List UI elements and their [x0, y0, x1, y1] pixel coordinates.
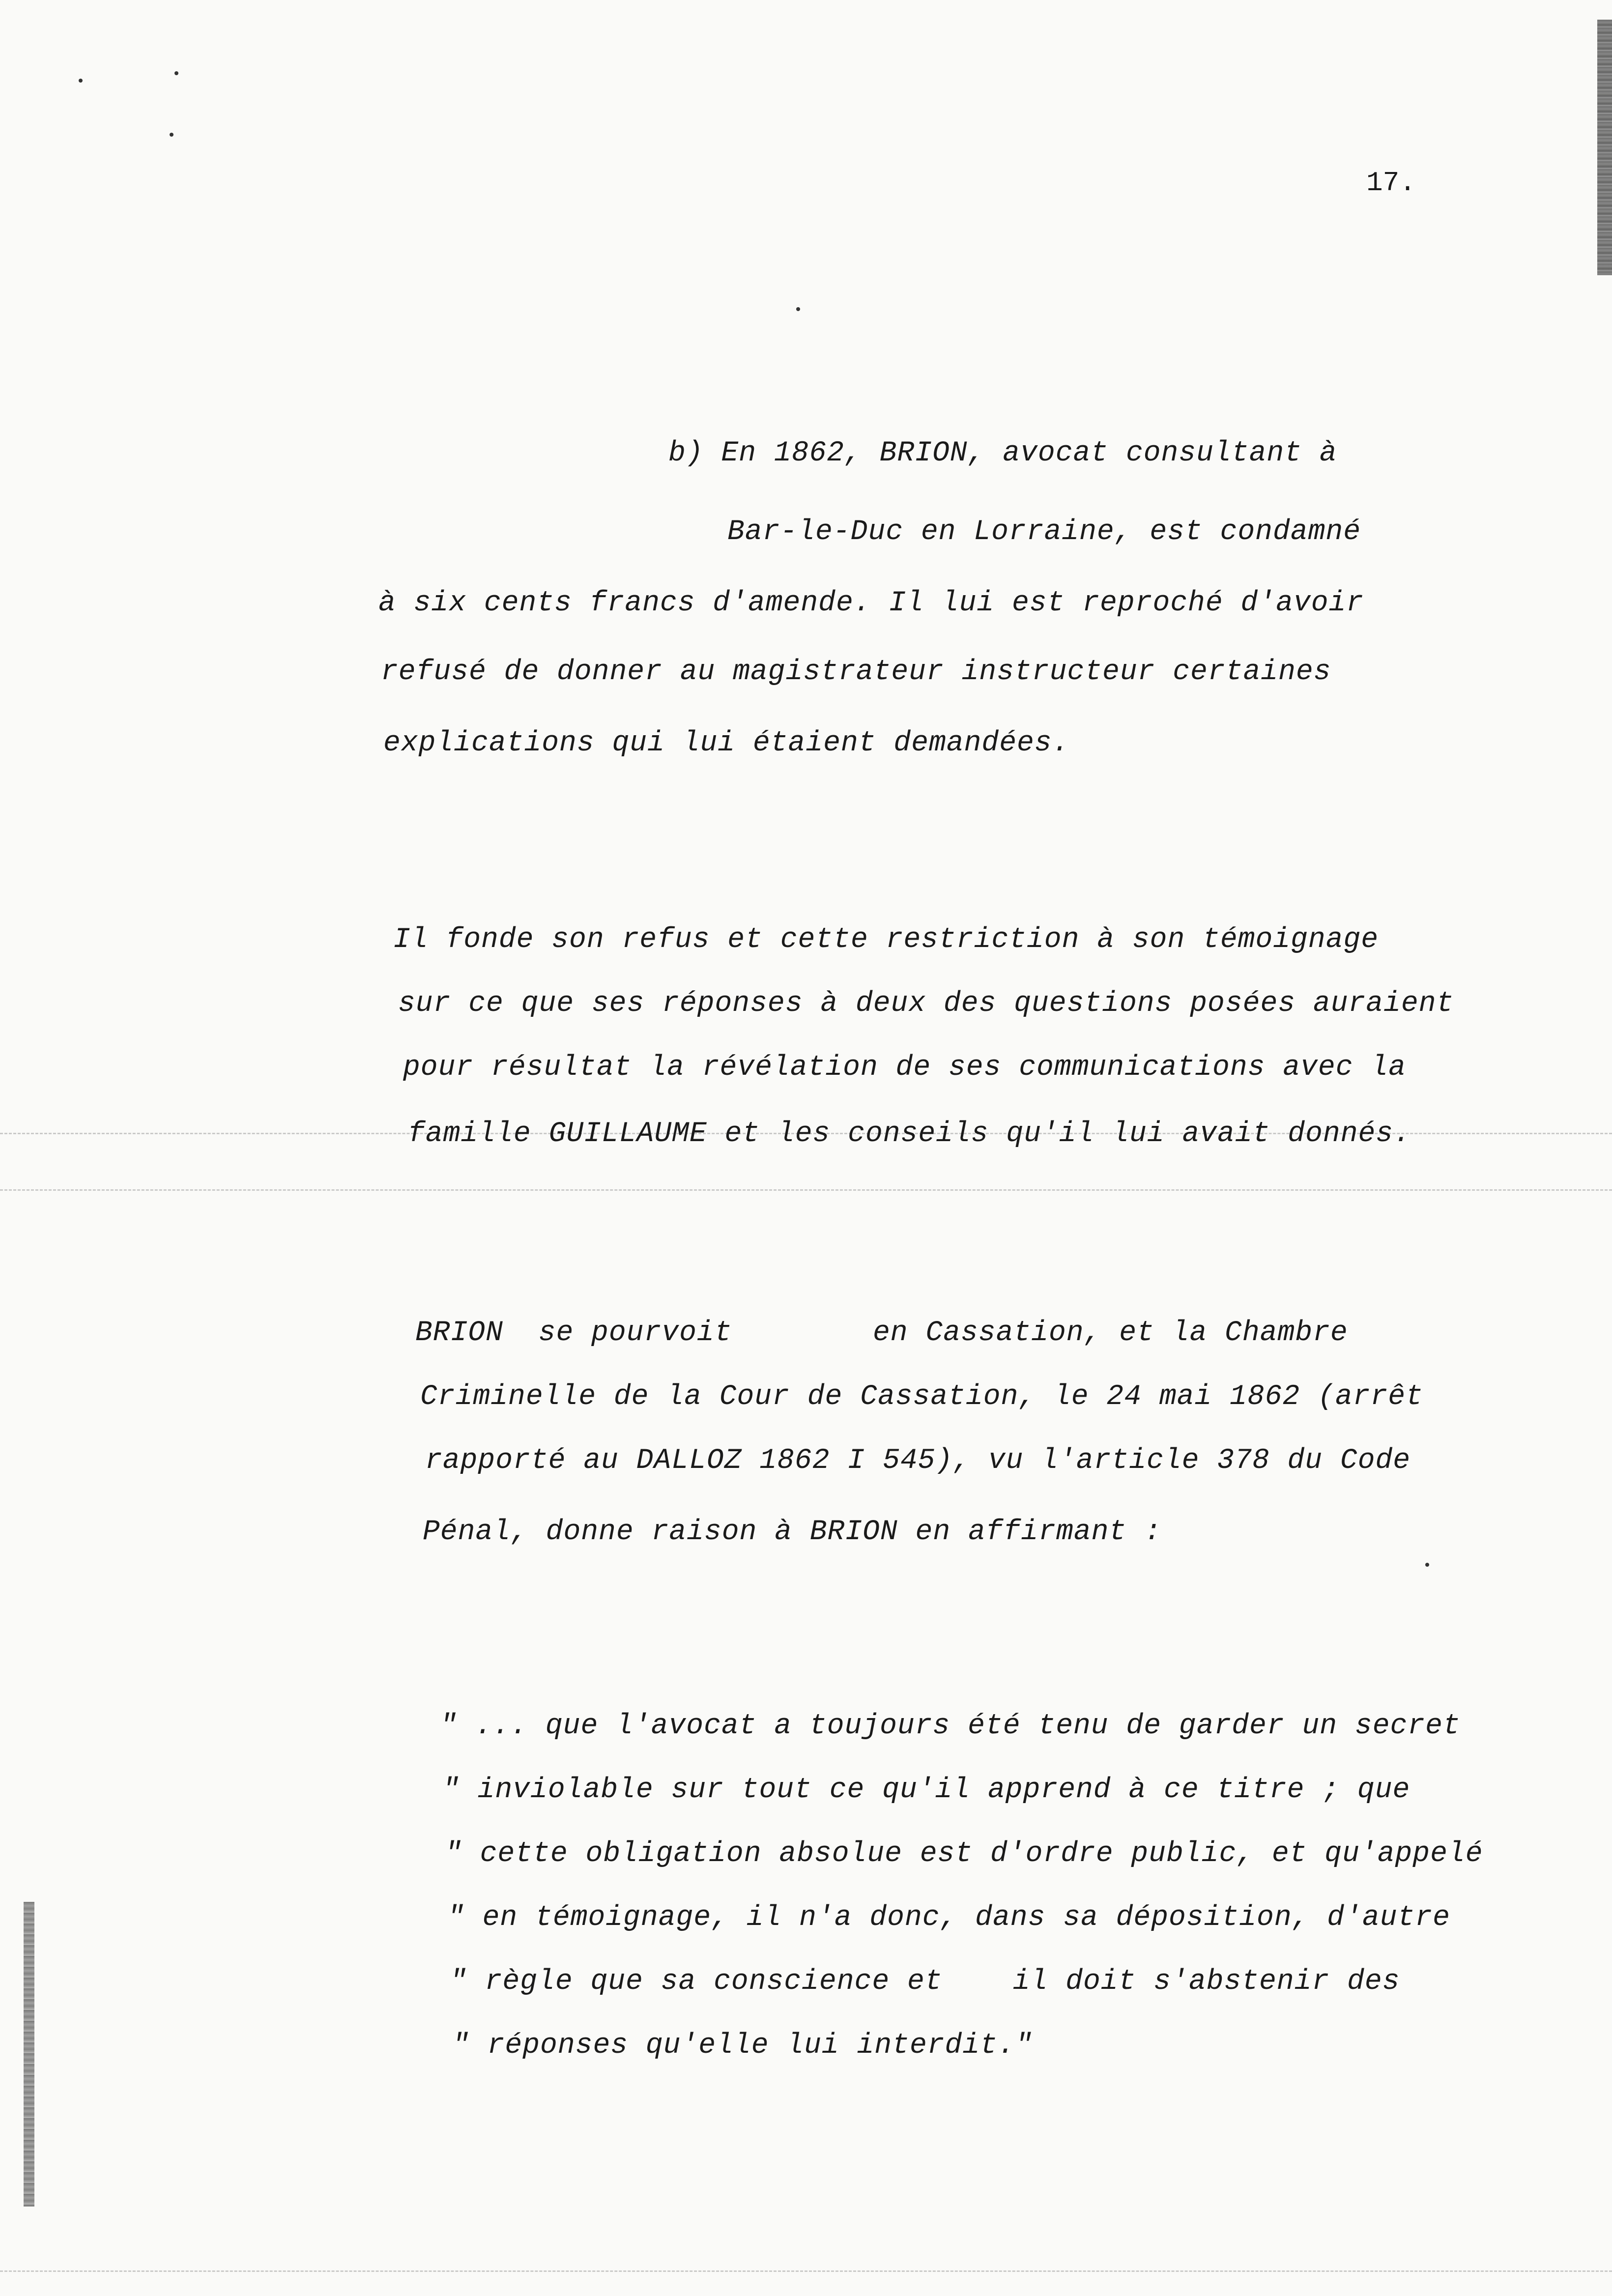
quote-line: " cette obligation absolue est d'ordre public, et qu'appelé: [445, 1838, 1483, 1870]
quote-line: " en témoignage, il n'a donc, dans sa déposition, d'autre: [447, 1902, 1450, 1934]
scan-speck: [796, 307, 800, 311]
text-line: Criminelle de la Cour de Cassation, le 24 mai 1862 (arrêt: [420, 1381, 1423, 1413]
text-line: pour résultat la révélation de ses communications avec la: [403, 1052, 1406, 1084]
scan-noise-line: [0, 1189, 1612, 1192]
quote-line: " règle que sa conscience et il doit s'abstenir des: [450, 1966, 1400, 1998]
text-line: famille GUILLAUME et les conseils qu'il lui avait donnés.: [408, 1118, 1411, 1150]
scan-speck: [1425, 1563, 1429, 1567]
text-line: rapporté au DALLOZ 1862 I 545), vu l'article 378 du Code: [425, 1445, 1411, 1477]
quote-line: " inviolable sur tout ce qu'il apprend à ce titre ; que: [442, 1774, 1410, 1806]
text-line: explications qui lui étaient demandées.: [383, 727, 1070, 759]
text-line: sur ce que ses réponses à deux des questions posées auraient: [398, 988, 1454, 1020]
quote-line: " ... que l'avocat a toujours été tenu de garder un secret: [440, 1710, 1461, 1742]
scan-noise-line: [0, 2270, 1612, 2273]
quote-line: " réponses qu'elle lui interdit.": [452, 2030, 1033, 2062]
text-line: Il fonde son refus et cette restriction à son témoignage: [393, 924, 1379, 956]
scan-speck: [79, 79, 83, 83]
scan-speck: [170, 133, 173, 137]
text-line: à six cents francs d'amende. Il lui est reproché d'avoir: [378, 587, 1364, 619]
text-line: b) En 1862, BRION, avocat consultant à: [668, 437, 1337, 469]
scan-edge-artifact: [1597, 20, 1612, 275]
scan-speck: [174, 71, 178, 75]
text-line: Pénal, donne raison à BRION en affirmant :: [423, 1516, 1162, 1548]
scan-edge-artifact: [24, 1902, 34, 2207]
text-line: Bar-le-Duc en Lorraine, est condamné: [727, 516, 1361, 548]
text-line: BRION se pourvoit en Cassation, et la Chambre: [415, 1317, 1348, 1349]
text-line: refusé de donner au magistrateur instructeur certaines: [381, 656, 1331, 688]
page-number: 17.: [1366, 167, 1416, 199]
